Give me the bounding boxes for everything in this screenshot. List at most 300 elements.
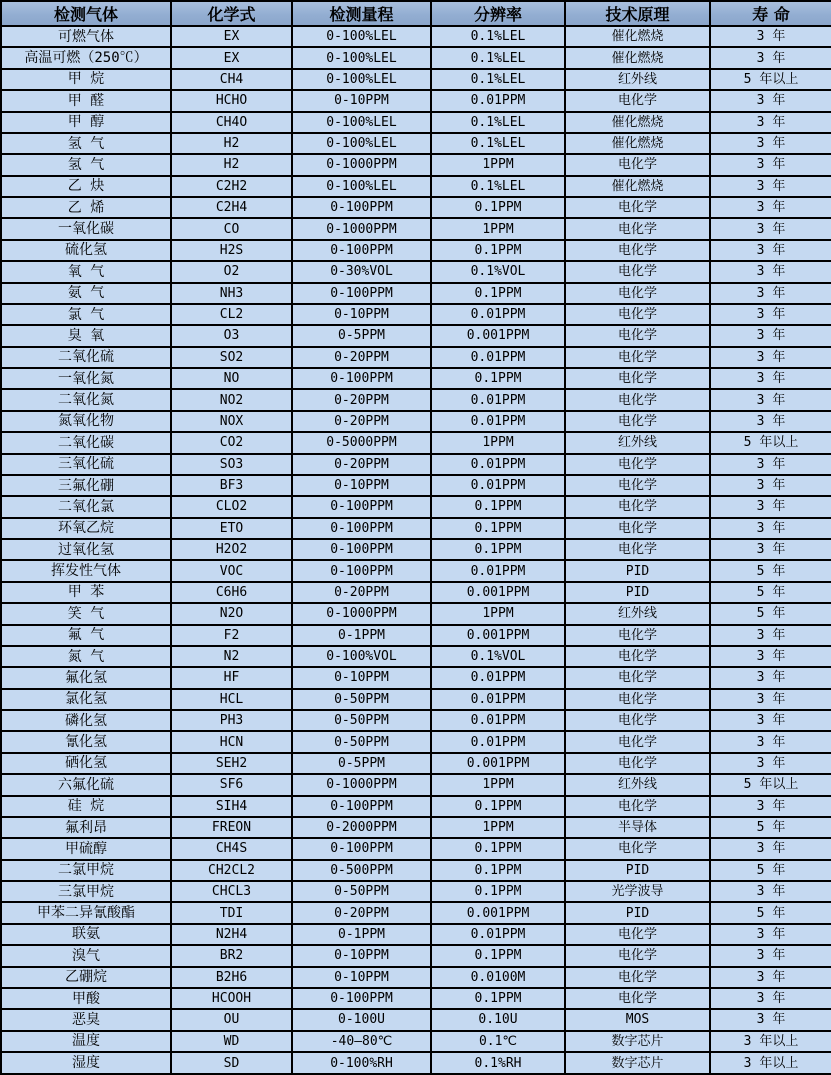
- cell-resolution: 0.1PPM: [431, 796, 565, 817]
- table-row: [1, 240, 831, 261]
- cell-principle: 电化学: [565, 240, 710, 261]
- cell-range: 0-1000PPM: [292, 603, 431, 624]
- cell-gas: 过氧化氢: [1, 539, 171, 560]
- cell-lifespan: 3 年: [710, 411, 831, 432]
- cell-lifespan: 5 年: [710, 860, 831, 881]
- cell-formula: EX: [171, 26, 292, 47]
- table-row: [1, 945, 831, 966]
- cell-resolution: 0.01PPM: [431, 347, 565, 368]
- cell-gas: 氨 气: [1, 283, 171, 304]
- cell-gas: 硒化氢: [1, 753, 171, 774]
- cell-range: 0-100PPM: [292, 539, 431, 560]
- cell-formula: H2S: [171, 240, 292, 261]
- table-row: [1, 347, 831, 368]
- table-row: [1, 432, 831, 453]
- cell-formula: HF: [171, 667, 292, 688]
- cell-gas: 挥发性气体: [1, 560, 171, 581]
- cell-principle: 电化学: [565, 518, 710, 539]
- cell-formula: FREON: [171, 817, 292, 838]
- cell-resolution: 0.1%RH: [431, 1052, 565, 1074]
- cell-lifespan: 3 年: [710, 218, 831, 239]
- table-row: [1, 112, 831, 133]
- table-row: [1, 603, 831, 624]
- cell-range: 0-100%RH: [292, 1052, 431, 1074]
- cell-principle: 电化学: [565, 945, 710, 966]
- cell-range: 0-100%LEL: [292, 26, 431, 47]
- table-row: [1, 625, 831, 646]
- cell-resolution: 0.1PPM: [431, 368, 565, 389]
- cell-formula: OU: [171, 1009, 292, 1030]
- table-row: [1, 368, 831, 389]
- cell-lifespan: 3 年: [710, 539, 831, 560]
- cell-range: 0-100PPM: [292, 796, 431, 817]
- cell-range: 0-50PPM: [292, 881, 431, 902]
- cell-formula: ETO: [171, 518, 292, 539]
- cell-formula: CH4S: [171, 838, 292, 859]
- cell-range: 0-20PPM: [292, 902, 431, 923]
- table-row: [1, 154, 831, 175]
- cell-gas: 一氧化碳: [1, 218, 171, 239]
- cell-gas: 硫化氢: [1, 240, 171, 261]
- cell-gas: 氯 气: [1, 304, 171, 325]
- cell-range: 0-50PPM: [292, 710, 431, 731]
- table-row: [1, 902, 831, 923]
- cell-formula: PH3: [171, 710, 292, 731]
- cell-lifespan: 3 年: [710, 283, 831, 304]
- table-row: [1, 496, 831, 517]
- table-row: [1, 454, 831, 475]
- cell-gas: 环氧乙烷: [1, 518, 171, 539]
- table-row: [1, 475, 831, 496]
- cell-resolution: 0.0100M: [431, 967, 565, 988]
- cell-formula: H2O2: [171, 539, 292, 560]
- cell-lifespan: 3 年: [710, 47, 831, 68]
- cell-resolution: 0.1PPM: [431, 539, 565, 560]
- column-header-principle: 技术原理: [565, 1, 710, 26]
- cell-lifespan: 3 年: [710, 731, 831, 752]
- cell-principle: 数字芯片: [565, 1052, 710, 1074]
- cell-principle: 电化学: [565, 539, 710, 560]
- cell-formula: O3: [171, 325, 292, 346]
- cell-principle: 光学波导: [565, 881, 710, 902]
- cell-lifespan: 5 年以上: [710, 774, 831, 795]
- cell-formula: N2: [171, 646, 292, 667]
- cell-range: -40—80℃: [292, 1031, 431, 1052]
- cell-formula: O2: [171, 261, 292, 282]
- cell-formula: SIH4: [171, 796, 292, 817]
- cell-range: 0-100U: [292, 1009, 431, 1030]
- cell-formula: CH2CL2: [171, 860, 292, 881]
- cell-resolution: 0.1PPM: [431, 240, 565, 261]
- cell-gas: 三氟化硼: [1, 475, 171, 496]
- table-row: [1, 967, 831, 988]
- table-row: [1, 817, 831, 838]
- table-row: [1, 667, 831, 688]
- column-header-lifespan: 寿 命: [710, 1, 831, 26]
- cell-range: 0-1000PPM: [292, 774, 431, 795]
- cell-resolution: 0.01PPM: [431, 924, 565, 945]
- table-row: [1, 881, 831, 902]
- cell-formula: N2H4: [171, 924, 292, 945]
- cell-lifespan: 3 年: [710, 881, 831, 902]
- cell-lifespan: 3 年: [710, 1009, 831, 1030]
- cell-resolution: 1PPM: [431, 154, 565, 175]
- cell-resolution: 0.1PPM: [431, 496, 565, 517]
- cell-formula: CHCL3: [171, 881, 292, 902]
- cell-principle: 电化学: [565, 154, 710, 175]
- cell-formula: C6H6: [171, 582, 292, 603]
- cell-range: 0-1PPM: [292, 924, 431, 945]
- cell-formula: EX: [171, 47, 292, 68]
- cell-range: 0-100%VOL: [292, 646, 431, 667]
- cell-lifespan: 3 年: [710, 945, 831, 966]
- cell-range: 0-100PPM: [292, 240, 431, 261]
- table-row: [1, 582, 831, 603]
- cell-lifespan: 3 年以上: [710, 1031, 831, 1052]
- cell-range: 0-1PPM: [292, 625, 431, 646]
- cell-resolution: 0.1PPM: [431, 945, 565, 966]
- cell-gas: 甲酸: [1, 988, 171, 1009]
- cell-resolution: 0.1%LEL: [431, 112, 565, 133]
- cell-principle: 电化学: [565, 496, 710, 517]
- cell-range: 0-100PPM: [292, 560, 431, 581]
- table-row: [1, 796, 831, 817]
- cell-principle: 催化燃烧: [565, 176, 710, 197]
- cell-range: 0-5PPM: [292, 325, 431, 346]
- cell-lifespan: 5 年: [710, 902, 831, 923]
- cell-formula: C2H4: [171, 197, 292, 218]
- cell-range: 0-20PPM: [292, 454, 431, 475]
- cell-range: 0-100%LEL: [292, 69, 431, 90]
- table-row: [1, 774, 831, 795]
- cell-principle: 电化学: [565, 283, 710, 304]
- cell-lifespan: 3 年: [710, 347, 831, 368]
- table-row: [1, 261, 831, 282]
- cell-formula: NOX: [171, 411, 292, 432]
- cell-range: 0-10PPM: [292, 945, 431, 966]
- cell-gas: 二氧化氯: [1, 496, 171, 517]
- cell-resolution: 0.001PPM: [431, 902, 565, 923]
- cell-resolution: 0.01PPM: [431, 667, 565, 688]
- table-row: [1, 304, 831, 325]
- cell-range: 0-100PPM: [292, 518, 431, 539]
- cell-principle: 电化学: [565, 667, 710, 688]
- cell-principle: MOS: [565, 1009, 710, 1030]
- cell-range: 0-20PPM: [292, 411, 431, 432]
- table-header: [1, 1, 831, 26]
- cell-gas: 乙硼烷: [1, 967, 171, 988]
- cell-range: 0-1000PPM: [292, 154, 431, 175]
- cell-resolution: 0.01PPM: [431, 560, 565, 581]
- cell-principle: 电化学: [565, 475, 710, 496]
- cell-range: 0-100PPM: [292, 283, 431, 304]
- cell-resolution: 0.1PPM: [431, 881, 565, 902]
- cell-principle: 电化学: [565, 454, 710, 475]
- cell-lifespan: 5 年: [710, 582, 831, 603]
- table-row: [1, 646, 831, 667]
- cell-range: 0-5000PPM: [292, 432, 431, 453]
- cell-gas: 六氟化硫: [1, 774, 171, 795]
- cell-resolution: 0.1PPM: [431, 518, 565, 539]
- cell-principle: PID: [565, 560, 710, 581]
- cell-principle: 电化学: [565, 625, 710, 646]
- cell-formula: N2O: [171, 603, 292, 624]
- cell-range: 0-100PPM: [292, 496, 431, 517]
- cell-principle: 电化学: [565, 924, 710, 945]
- cell-principle: PID: [565, 860, 710, 881]
- cell-gas: 乙 炔: [1, 176, 171, 197]
- cell-lifespan: 5 年: [710, 817, 831, 838]
- cell-principle: 电化学: [565, 389, 710, 410]
- table-row: [1, 731, 831, 752]
- cell-resolution: 0.1%LEL: [431, 69, 565, 90]
- cell-lifespan: 3 年: [710, 304, 831, 325]
- cell-lifespan: 3 年: [710, 667, 831, 688]
- cell-range: 0-100%LEL: [292, 133, 431, 154]
- table-row: [1, 389, 831, 410]
- column-header-gas: 检测气体: [1, 1, 171, 26]
- cell-lifespan: 3 年: [710, 368, 831, 389]
- cell-resolution: 0.001PPM: [431, 582, 565, 603]
- cell-gas: 三氯甲烷: [1, 881, 171, 902]
- cell-resolution: 0.10U: [431, 1009, 565, 1030]
- cell-formula: CL2: [171, 304, 292, 325]
- cell-principle: 电化学: [565, 838, 710, 859]
- cell-formula: F2: [171, 625, 292, 646]
- cell-resolution: 1PPM: [431, 774, 565, 795]
- cell-resolution: 0.01PPM: [431, 454, 565, 475]
- cell-lifespan: 3 年: [710, 753, 831, 774]
- cell-lifespan: 3 年: [710, 454, 831, 475]
- cell-range: 0-5PPM: [292, 753, 431, 774]
- table-row: [1, 90, 831, 111]
- cell-resolution: 0.1%LEL: [431, 133, 565, 154]
- table-row: [1, 539, 831, 560]
- cell-gas: 湿度: [1, 1052, 171, 1074]
- cell-range: 0-100%LEL: [292, 47, 431, 68]
- cell-resolution: 1PPM: [431, 218, 565, 239]
- cell-range: 0-100PPM: [292, 197, 431, 218]
- cell-range: 0-10PPM: [292, 304, 431, 325]
- cell-range: 0-1000PPM: [292, 218, 431, 239]
- cell-lifespan: 3 年: [710, 240, 831, 261]
- cell-formula: H2: [171, 154, 292, 175]
- cell-lifespan: 3 年: [710, 924, 831, 945]
- cell-lifespan: 3 年: [710, 625, 831, 646]
- cell-lifespan: 3 年: [710, 796, 831, 817]
- cell-lifespan: 3 年: [710, 988, 831, 1009]
- cell-lifespan: 3 年: [710, 967, 831, 988]
- cell-gas: 甲苯二异氰酸酯: [1, 902, 171, 923]
- cell-resolution: 0.01PPM: [431, 411, 565, 432]
- cell-gas: 甲 醇: [1, 112, 171, 133]
- cell-gas: 二氧化硫: [1, 347, 171, 368]
- cell-principle: 电化学: [565, 967, 710, 988]
- table-row: [1, 26, 831, 47]
- cell-gas: 臭 氧: [1, 325, 171, 346]
- cell-gas: 氟 气: [1, 625, 171, 646]
- cell-formula: TDI: [171, 902, 292, 923]
- cell-gas: 可燃气体: [1, 26, 171, 47]
- cell-formula: HCOOH: [171, 988, 292, 1009]
- cell-resolution: 0.1PPM: [431, 988, 565, 1009]
- table-row: [1, 1052, 831, 1074]
- cell-principle: 电化学: [565, 368, 710, 389]
- cell-range: 0-100PPM: [292, 838, 431, 859]
- cell-gas: 甲 醛: [1, 90, 171, 111]
- cell-principle: 催化燃烧: [565, 26, 710, 47]
- table-row: [1, 218, 831, 239]
- cell-range: 0-20PPM: [292, 389, 431, 410]
- cell-resolution: 0.01PPM: [431, 389, 565, 410]
- cell-resolution: 0.1PPM: [431, 860, 565, 881]
- cell-gas: 二氧化氮: [1, 389, 171, 410]
- cell-range: 0-50PPM: [292, 689, 431, 710]
- cell-lifespan: 3 年: [710, 26, 831, 47]
- table-body: [1, 26, 831, 1074]
- cell-gas: 甲 烷: [1, 69, 171, 90]
- table-row: [1, 860, 831, 881]
- cell-lifespan: 3 年以上: [710, 1052, 831, 1074]
- cell-gas: 恶臭: [1, 1009, 171, 1030]
- cell-formula: SO3: [171, 454, 292, 475]
- cell-resolution: 0.001PPM: [431, 753, 565, 774]
- cell-gas: 甲硫醇: [1, 838, 171, 859]
- cell-principle: 电化学: [565, 710, 710, 731]
- cell-range: 0-20PPM: [292, 582, 431, 603]
- table-row: [1, 69, 831, 90]
- cell-range: 0-100PPM: [292, 988, 431, 1009]
- cell-range: 0-20PPM: [292, 347, 431, 368]
- cell-resolution: 0.1PPM: [431, 197, 565, 218]
- cell-lifespan: 3 年: [710, 261, 831, 282]
- cell-principle: 红外线: [565, 603, 710, 624]
- cell-lifespan: 3 年: [710, 710, 831, 731]
- cell-range: 0-10PPM: [292, 90, 431, 111]
- cell-principle: 电化学: [565, 753, 710, 774]
- cell-resolution: 1PPM: [431, 817, 565, 838]
- cell-lifespan: 3 年: [710, 325, 831, 346]
- cell-formula: SO2: [171, 347, 292, 368]
- column-header-resolution: 分辨率: [431, 1, 565, 26]
- table-row: [1, 518, 831, 539]
- cell-range: 0-10PPM: [292, 475, 431, 496]
- cell-gas: 联氨: [1, 924, 171, 945]
- cell-lifespan: 3 年: [710, 197, 831, 218]
- cell-formula: SF6: [171, 774, 292, 795]
- cell-gas: 氟化氢: [1, 667, 171, 688]
- cell-principle: 电化学: [565, 304, 710, 325]
- cell-principle: 电化学: [565, 90, 710, 111]
- cell-principle: PID: [565, 902, 710, 923]
- cell-formula: WD: [171, 1031, 292, 1052]
- cell-resolution: 0.1PPM: [431, 283, 565, 304]
- cell-gas: 笑 气: [1, 603, 171, 624]
- cell-gas: 氧 气: [1, 261, 171, 282]
- cell-gas: 乙 烯: [1, 197, 171, 218]
- cell-formula: CLO2: [171, 496, 292, 517]
- cell-range: 0-10PPM: [292, 667, 431, 688]
- cell-principle: 电化学: [565, 325, 710, 346]
- cell-lifespan: 3 年: [710, 838, 831, 859]
- cell-formula: NO2: [171, 389, 292, 410]
- cell-resolution: 0.001PPM: [431, 325, 565, 346]
- cell-formula: B2H6: [171, 967, 292, 988]
- cell-principle: 催化燃烧: [565, 133, 710, 154]
- cell-resolution: 0.1%VOL: [431, 646, 565, 667]
- cell-principle: 电化学: [565, 261, 710, 282]
- table-row: [1, 1009, 831, 1030]
- cell-formula: SEH2: [171, 753, 292, 774]
- cell-resolution: 0.01PPM: [431, 689, 565, 710]
- cell-resolution: 0.01PPM: [431, 90, 565, 111]
- cell-formula: HCHO: [171, 90, 292, 111]
- cell-principle: 红外线: [565, 69, 710, 90]
- table-row: [1, 1031, 831, 1052]
- table-row: [1, 924, 831, 945]
- cell-gas: 氮氧化物: [1, 411, 171, 432]
- cell-range: 0-100%LEL: [292, 176, 431, 197]
- cell-formula: C2H2: [171, 176, 292, 197]
- cell-principle: 电化学: [565, 988, 710, 1009]
- cell-formula: CH4: [171, 69, 292, 90]
- cell-resolution: 0.01PPM: [431, 710, 565, 731]
- header-row: [1, 1, 831, 26]
- cell-lifespan: 5 年以上: [710, 432, 831, 453]
- table-row: [1, 197, 831, 218]
- cell-lifespan: 5 年: [710, 603, 831, 624]
- cell-gas: 氰化氢: [1, 731, 171, 752]
- cell-gas: 三氧化硫: [1, 454, 171, 475]
- cell-principle: 电化学: [565, 411, 710, 432]
- cell-principle: 催化燃烧: [565, 47, 710, 68]
- cell-principle: 电化学: [565, 689, 710, 710]
- cell-lifespan: 5 年以上: [710, 69, 831, 90]
- cell-resolution: 1PPM: [431, 603, 565, 624]
- cell-gas: 氮 气: [1, 646, 171, 667]
- cell-range: 0-100%LEL: [292, 112, 431, 133]
- table-row: [1, 988, 831, 1009]
- cell-lifespan: 3 年: [710, 112, 831, 133]
- cell-resolution: 0.01PPM: [431, 304, 565, 325]
- cell-range: 0-10PPM: [292, 967, 431, 988]
- column-header-range: 检测量程: [292, 1, 431, 26]
- cell-gas: 氢 气: [1, 154, 171, 175]
- table-row: [1, 325, 831, 346]
- cell-gas: 氢 气: [1, 133, 171, 154]
- cell-lifespan: 3 年: [710, 133, 831, 154]
- table-row: [1, 689, 831, 710]
- cell-formula: HCN: [171, 731, 292, 752]
- cell-formula: VOC: [171, 560, 292, 581]
- cell-lifespan: 3 年: [710, 90, 831, 111]
- cell-resolution: 0.1%LEL: [431, 176, 565, 197]
- cell-formula: CO2: [171, 432, 292, 453]
- cell-range: 0-50PPM: [292, 731, 431, 752]
- cell-range: 0-500PPM: [292, 860, 431, 881]
- cell-principle: 电化学: [565, 197, 710, 218]
- cell-lifespan: 3 年: [710, 646, 831, 667]
- cell-gas: 高温可燃（250℃）: [1, 47, 171, 68]
- cell-formula: BF3: [171, 475, 292, 496]
- cell-formula: SD: [171, 1052, 292, 1074]
- cell-formula: BR2: [171, 945, 292, 966]
- cell-gas: 甲 苯: [1, 582, 171, 603]
- cell-resolution: 1PPM: [431, 432, 565, 453]
- cell-gas: 温度: [1, 1031, 171, 1052]
- cell-range: 0-2000PPM: [292, 817, 431, 838]
- cell-principle: PID: [565, 582, 710, 603]
